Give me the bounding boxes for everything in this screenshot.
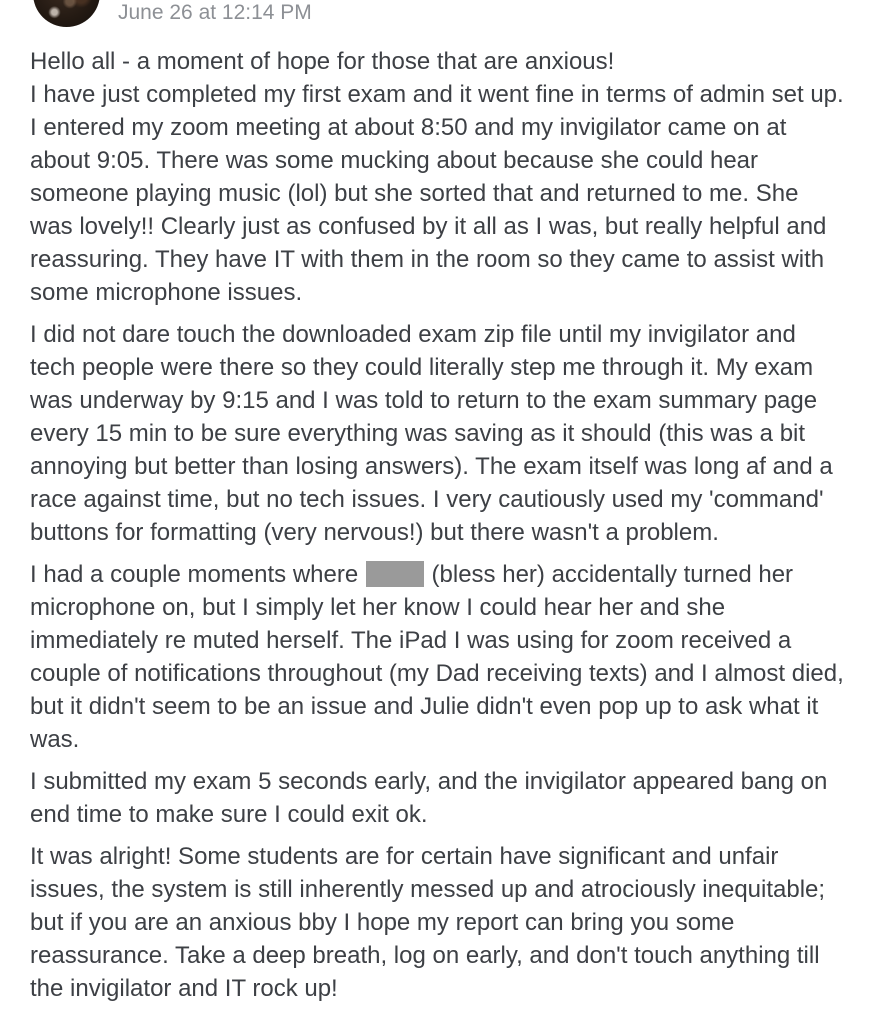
post-paragraph xyxy=(30,558,849,756)
post-paragraph xyxy=(30,318,849,549)
post-text-line: I had a couple moments where (bless her) accidentally turned her xyxy=(30,561,794,588)
post-paragraph xyxy=(30,840,849,1005)
redacted-name-box xyxy=(366,561,424,587)
post-text-line: about 9:05. There was some mucking about because she could hear xyxy=(30,147,759,174)
post-text-line: I have just completed my first exam and it went fine in terms of admin set up. xyxy=(30,81,844,108)
post-text-line: was underway by 9:15 and I was told to return to the exam summary page xyxy=(30,387,818,414)
post-text-line: but it didn't seem to be an issue and Julie didn't even pop up to ask what it xyxy=(30,693,819,720)
post-text-line: reassuring. They have IT with them in the room so they came to assist with xyxy=(30,246,825,273)
post-text-line: I entered my zoom meeting at about 8:50 and my invigilator came on at xyxy=(30,114,787,141)
post-text-line: immediately re muted herself. The iPad I was using for zoom received a xyxy=(30,627,792,654)
post-text-line: I did not dare touch the downloaded exam zip file until my invigilator and xyxy=(30,321,796,348)
post-text-line: I submitted my exam 5 seconds early, and the invigilator appeared bang on xyxy=(30,768,828,795)
post-text-line: couple of notifications throughout (my Dad receiving texts) and I almost died, xyxy=(30,660,844,687)
post-text-line: some microphone issues. xyxy=(30,279,303,306)
post-text-line: It was alright! Some students are for certain have significant and unfair xyxy=(30,843,779,870)
post-text-line: microphone on, but I simply let her know I could hear her and she xyxy=(30,594,726,621)
post-text-line: tech people were there so they could literally step me through it. My exam xyxy=(30,354,814,381)
post-text-line: Hello all - a moment of hope for those that are anxious! xyxy=(30,48,615,75)
post-paragraph xyxy=(30,45,849,309)
post-text-line: was lovely!! Clearly just as confused by it all as I was, but really helpful and xyxy=(30,213,827,240)
avatar[interactable] xyxy=(33,0,100,27)
post-text-line: reassurance. Take a deep breath, log on early, and don't touch anything till xyxy=(30,942,820,969)
post-text-line: was. xyxy=(30,726,80,753)
post-text-line: annoying but better than losing answers). The exam itself was long af and a xyxy=(30,453,833,480)
post-body xyxy=(30,45,849,1005)
post-timestamp[interactable]: June 26 at 12:14 PM xyxy=(118,1,312,24)
post-text-line: issues, the system is still inherently messed up and atrociously inequitable; xyxy=(30,876,826,903)
post-text-line: end time to make sure I could exit ok. xyxy=(30,801,428,828)
post-text-line: buttons for formatting (very nervous!) but there wasn't a problem. xyxy=(30,519,719,546)
post-paragraph xyxy=(30,765,849,831)
post-text-line: every 15 min to be sure everything was saving as it should (this was a bit xyxy=(30,420,806,447)
post-header xyxy=(0,0,869,28)
post-text-line: race against time, but no tech issues. I very cautiously used my 'command' xyxy=(30,486,824,513)
post-text-line: someone playing music (lol) but she sorted that and returned to me. She xyxy=(30,180,799,207)
post-text-line: the invigilator and IT rock up! xyxy=(30,975,338,1002)
post-text-line: but if you are an anxious bby I hope my report can bring you some xyxy=(30,909,735,936)
